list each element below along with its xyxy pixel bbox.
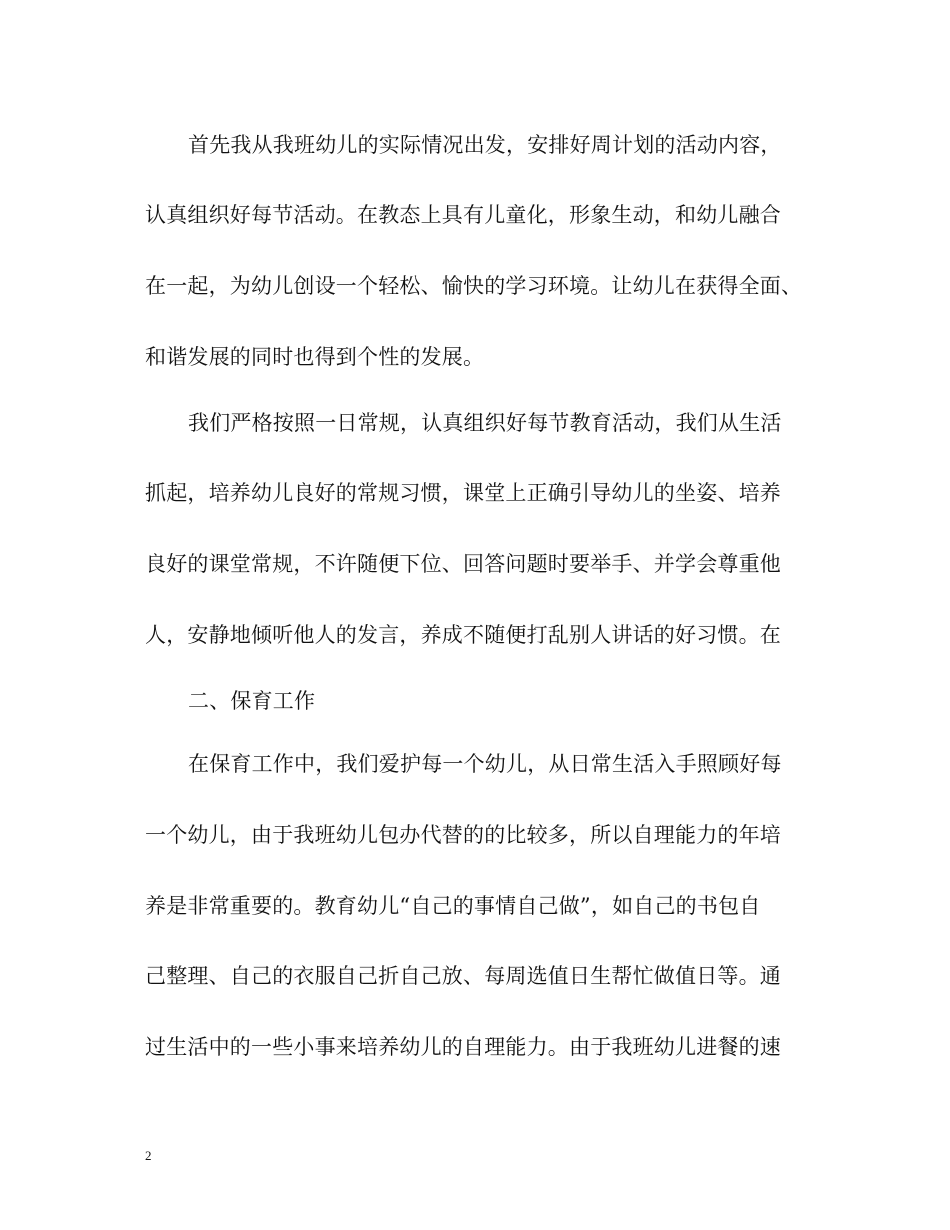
paragraph-3-line-4: 己整理、自己的衣服自己折自己放、每周选值日生帮忙做值日等。通 [145, 964, 781, 988]
paragraph-3-line-1: 在保育工作中，我们爱护每一个幼儿，从日常生活入手照顾好每 [188, 752, 782, 776]
paragraph-2-line-3: 良好的课堂常规，不许随便下位、回答问题时要举手、并学会尊重他 [145, 552, 781, 576]
section-heading: 二、保育工作 [188, 689, 316, 713]
paragraph-2-line-1: 我们严格按照一日常规，认真组织好每节教育活动，我们从生活 [188, 411, 782, 435]
paragraph-1-line-2: 认真组织好每节活动。在教态上具有儿童化，形象生动，和幼儿融合 [145, 203, 781, 227]
paragraph-2-line-2: 抓起，培养幼儿良好的常规习惯，课堂上正确引导幼儿的坐姿、培养 [145, 481, 781, 505]
paragraph-1-line-4: 和谐发展的同时也得到个性的发展。 [145, 345, 485, 369]
paragraph-1-line-3: 在一起，为幼儿创设一个轻松、愉快的学习环境。让幼儿在获得全面、 [145, 274, 803, 298]
page-number: 2 [145, 1148, 152, 1163]
paragraph-2-line-4: 人，安静地倾听他人的发言，养成不随便打乱别人讲话的好习惯。在 [145, 623, 781, 647]
paragraph-1-line-1: 首先我从我班幼儿的实际情况出发，安排好周计划的活动内容， [188, 133, 782, 157]
paragraph-3-line-3: 养是非常重要的。教育幼儿“自己的事情自己做”，如自己的书包自 [145, 894, 761, 918]
paragraph-3-line-5: 过生活中的一些小事来培养幼儿的自理能力。由于我班幼儿进餐的速 [145, 1035, 781, 1059]
paragraph-3-line-2: 一个幼儿，由于我班幼儿包办代替的的比较多，所以自理能力的年培 [145, 823, 781, 847]
